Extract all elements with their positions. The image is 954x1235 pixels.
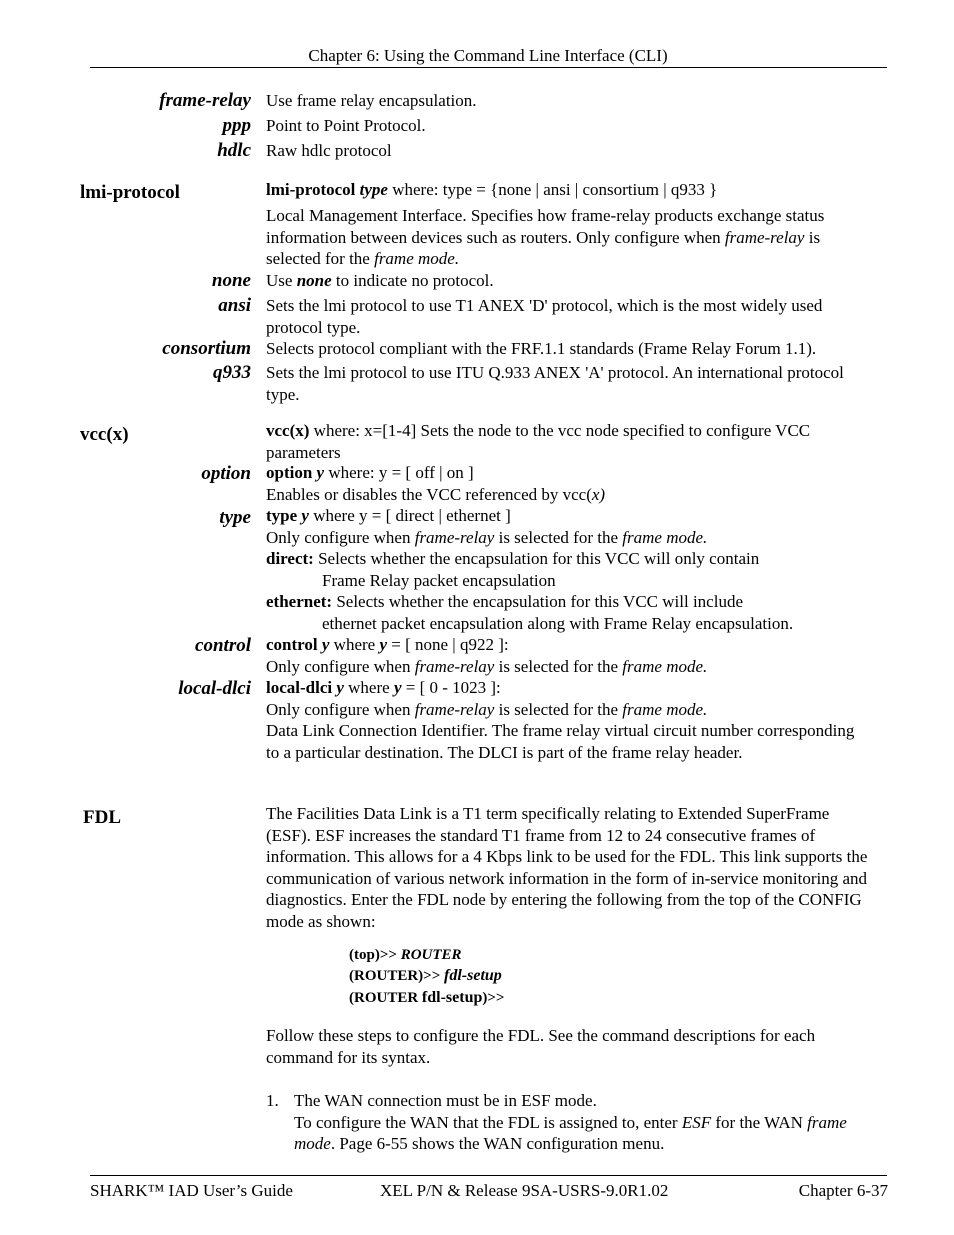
local-dlci-arg2: y	[393, 678, 402, 697]
type-only-configure	[266, 527, 878, 549]
option-cmd: option	[266, 463, 313, 482]
term-consortium: consortium	[162, 338, 251, 359]
option-rest: where: y = [ off | on ]	[324, 463, 474, 482]
fdl-step1-d: frame mode	[294, 1112, 847, 1153]
local-dlci-desc: Data Link Connection Identifier. The frame relay virtual circuit number corresponding to a particular destination. The DLCI is part of the frame relay header.	[266, 721, 855, 762]
option-desc	[266, 484, 878, 506]
control-rest: = [ none | q922 ]:	[387, 635, 509, 654]
control-cmd: control	[266, 635, 318, 654]
term-ppp: ppp	[222, 115, 251, 136]
fdl-command-1	[349, 945, 462, 966]
term-control: control	[195, 635, 251, 656]
term-q933: q933	[213, 362, 251, 383]
desc-frame-relay: Use frame relay encapsulation.	[266, 91, 477, 110]
none-em: none	[296, 271, 332, 290]
control-arg2: y	[379, 635, 387, 654]
type-ethernet	[266, 591, 878, 613]
desc-none	[266, 270, 878, 292]
fdl-step1-number: 1.	[266, 1091, 279, 1110]
control-mid: where	[329, 635, 380, 654]
control-only-configure	[266, 656, 878, 678]
desc-ansi: Sets the lmi protocol to use T1 ANEX 'D' protocol, which is the most widely used protocol type.	[266, 296, 823, 337]
lmi-desc-frame-relay: frame-relay	[724, 227, 805, 247]
type-direct	[266, 548, 878, 570]
vcc-syntax-rest: where: x=[1-4] Sets the node to the vcc node specified to configure VCC parameters	[266, 421, 811, 462]
fdl-cmd3-c: )>>	[482, 990, 505, 1006]
lmi-desc-text-2: is selected for the	[266, 227, 821, 268]
local-dlci-arg: y	[332, 678, 344, 697]
vcc-syntax-cmd: vcc(x)	[266, 421, 310, 440]
fdl-intro: The Facilities Data Link is a T1 term specifically relating to Extended SuperFrame (ESF). ESF increases the standard T1 frame from 12 to 24 consecutive frames of information. This allows for a 4 Kbps link to be used for the FDL. This link supports the communication of various network information in the form of in-service monitoring and diagnostics. Enter the FDL node by entering the following from the top of the CONFIG mode as shown:	[266, 804, 868, 931]
type-ethernet-label: ethernet:	[266, 592, 333, 611]
local-dlci-only-a: Only configure when	[266, 700, 415, 719]
footer-right: Chapter 6-37	[798, 1181, 888, 1200]
header-rule	[90, 67, 887, 68]
fdl-step1-e: . Page 6-55 shows the WAN configuration menu.	[330, 1134, 665, 1153]
local-dlci-only-configure	[266, 699, 878, 721]
desc-ppp: Point to Point Protocol.	[266, 116, 426, 135]
desc-q933: Sets the lmi protocol to use ITU Q.933 ANEX 'A' protocol. An international protocol type.	[266, 363, 844, 404]
fdl-cmd1-input: ROUTER	[400, 947, 462, 963]
fdl-step1-c: for the WAN	[711, 1112, 808, 1132]
type-rest: where y = [ direct | ethernet ]	[308, 506, 511, 525]
type-only-c: is selected for the	[494, 528, 623, 547]
type-only-a: Only configure when	[266, 528, 415, 547]
term-type: type	[219, 507, 251, 528]
term-frame-relay: frame-relay	[159, 90, 251, 111]
fdl-step1	[294, 1090, 878, 1155]
type-only-b: frame-relay	[414, 528, 495, 547]
fdl-command-3	[349, 987, 504, 1009]
desc-hdlc: Raw hdlc protocol	[266, 141, 392, 160]
lmi-syntax	[266, 179, 878, 201]
fdl-step1-a: To configure the WAN that the FDL is assigned to, enter	[294, 1112, 682, 1132]
local-dlci-only-d: frame mode.	[622, 700, 708, 719]
none-post: to indicate no protocol.	[331, 271, 494, 290]
lmi-description	[266, 205, 878, 270]
local-dlci-rest: = [ 0 - 1023 ]:	[401, 678, 501, 697]
lmi-desc-frame-mode: frame mode.	[374, 249, 460, 268]
fdl-follow: Follow these steps to configure the FDL. See the command descriptions for each command for its syntax.	[266, 1026, 816, 1067]
local-dlci-only-c: is selected for the	[494, 700, 623, 719]
term-hdlc: hdlc	[217, 140, 251, 161]
type-only-d: frame mode.	[622, 528, 708, 547]
type-direct-cont: Frame Relay packet encapsulation	[322, 571, 556, 590]
fdl-step1-b: ESF	[681, 1112, 712, 1132]
footer-center: XEL P/N & Release 9SA-USRS-9.0R1.02	[380, 1181, 669, 1200]
section-lmi-protocol: lmi-protocol	[80, 182, 180, 203]
fdl-cmd2-prompt: (ROUTER)>>	[349, 968, 445, 984]
footer-rule	[90, 1175, 887, 1176]
page-header: Chapter 6: Using the Command Line Interface (CLI)	[308, 46, 668, 65]
type-cmd: type	[266, 506, 298, 525]
term-ansi: ansi	[218, 295, 251, 316]
desc-consortium: Selects protocol compliant with the FRF.1.1 standards (Frame Relay Forum 1.1).	[266, 339, 817, 358]
local-dlci-only-b: frame-relay	[414, 700, 495, 719]
fdl-cmd3-b: fdl-setup	[421, 989, 483, 1006]
option-arg: y	[312, 463, 325, 482]
type-arg: y	[297, 506, 309, 525]
local-dlci-cmd: local-dlci	[266, 678, 333, 697]
control-syntax	[266, 634, 878, 656]
fdl-cmd3-a: (ROUTER	[349, 990, 422, 1006]
type-direct-line1: Selects whether the encapsulation for this VCC will only contain	[313, 549, 760, 568]
type-direct-label: direct:	[266, 549, 314, 568]
lmi-desc-text: Local Management Interface. Specifies how frame-relay products exchange status information between devices such as routers. Only configure when	[266, 206, 825, 247]
fdl-cmd1-prompt: (top)>>	[349, 947, 401, 963]
term-local-dlci: local-dlci	[178, 678, 251, 699]
type-syntax	[266, 505, 878, 527]
section-fdl: FDL	[83, 807, 121, 828]
fdl-step1-line1: The WAN connection must be in ESF mode.	[294, 1091, 597, 1110]
term-none: none	[211, 270, 251, 291]
fdl-command-2	[349, 965, 502, 987]
vcc-syntax	[266, 420, 878, 463]
type-ethernet-line1: Selects whether the encapsulation for this VCC will include	[332, 592, 743, 611]
lmi-syntax-rest: where: type = {none | ansi | consortium | q933 }	[387, 180, 718, 199]
control-arg: y	[317, 635, 330, 654]
local-dlci-syntax	[266, 677, 878, 699]
option-desc-text: Enables or disables the VCC referenced by vcc(	[266, 485, 592, 504]
type-ethernet-cont: ethernet packet encapsulation along with Frame Relay encapsulation.	[322, 614, 794, 633]
term-option: option	[201, 463, 251, 484]
local-dlci-mid: where	[343, 678, 394, 697]
lmi-syntax-cmd: lmi-protocol	[266, 180, 356, 199]
control-only-c: is selected for the	[494, 657, 623, 676]
section-vcc: vcc(x)	[80, 424, 129, 445]
option-desc-x: x)	[591, 485, 606, 504]
fdl-step1-line2	[294, 1112, 878, 1155]
fdl-cmd2-input: fdl-setup	[444, 967, 502, 984]
control-only-b: frame-relay	[414, 657, 495, 676]
option-syntax	[266, 462, 878, 484]
control-only-d: frame mode.	[622, 657, 708, 676]
control-only-a: Only configure when	[266, 657, 415, 676]
footer-left: SHARK™ IAD User’s Guide	[90, 1181, 293, 1200]
lmi-syntax-arg: type	[359, 180, 388, 199]
none-pre: Use	[266, 271, 297, 290]
